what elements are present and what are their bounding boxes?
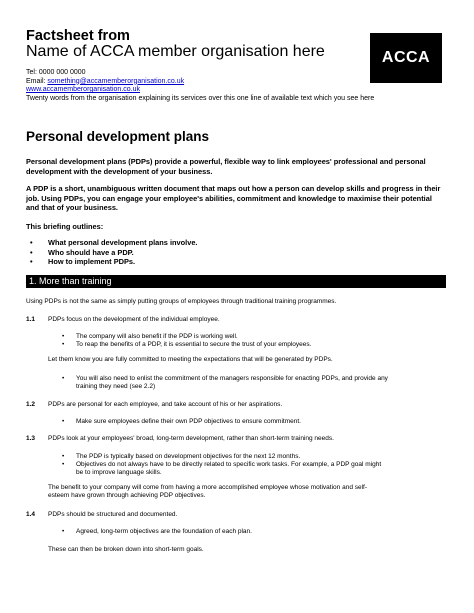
bullet-icon: •	[62, 461, 65, 469]
bullet-icon: •	[62, 528, 65, 535]
list-item: • Agreed, long-term objectives are the foundation of each plan.	[62, 528, 252, 535]
list-item-continuation: training they need (see 2.2)	[76, 383, 156, 391]
section-lead: Using PDPs is not the same as simply putting groups of employees through traditional training programmes.	[26, 298, 337, 305]
bullet-icon: •	[30, 247, 33, 257]
paragraph-number: 1.1	[26, 316, 36, 323]
contact-block	[26, 69, 374, 103]
list-item: • What personal development plans involve.	[26, 238, 198, 248]
list-item: • The PDP is typically based on development objectives for the next 12 months.	[62, 453, 301, 460]
sub-bullets	[62, 528, 452, 536]
bullet-icon: •	[30, 257, 33, 267]
factsheet-title: Factsheet from	[26, 28, 130, 44]
outlines-label: This briefing outlines:	[26, 222, 104, 231]
email-line	[26, 78, 374, 87]
bullet-icon: •	[62, 333, 65, 340]
list-item: • To reap the benefits of a PDP, it is essential to secure the trust of your employees.	[62, 341, 312, 349]
organisation-name: Name of ACCA member organisation here	[26, 43, 325, 60]
sub-bullets	[62, 453, 452, 478]
bullet-icon: •	[62, 453, 65, 460]
intro-paragraph-2: A PDP is a short, unambiguous written document that maps out how a person can develop skills and progress in their job. Using PDPs, you can engage your employee's abilities, commitment and knowledge to maximise their potential and that of your business.	[26, 184, 441, 213]
list-item: • The company will also benefit if the PDP is working well.	[62, 333, 238, 340]
list-item: • You will also need to enlist the commitment of the managers responsible for enacting PDPs, and provide any	[62, 375, 388, 382]
paragraph-text: PDPs look at your employees' broad, long-term development, rather than short-term training needs.	[48, 435, 334, 442]
tel-line: Tel: 0000 000 0000	[26, 69, 86, 76]
paragraph-note: These can then be broken down into short-term goals.	[48, 546, 204, 553]
paragraph-note: The benefit to your company will come from having a more accomplished employee whose motivation and self- esteem have grown through achieving PDP objectives.	[48, 484, 368, 500]
sub-bullets	[62, 333, 452, 349]
bullet-icon: •	[62, 375, 65, 382]
paragraph-text: PDPs focus on the development of the individual employee.	[48, 316, 220, 323]
website-line	[26, 86, 374, 95]
paragraph-number: 1.4	[26, 511, 36, 518]
paragraph-number: 1.2	[26, 401, 36, 408]
sub-bullets	[62, 375, 452, 391]
paragraph-text: PDPs should be structured and documented.	[48, 511, 178, 518]
list-item-continuation: be to improve language skills.	[76, 469, 162, 477]
paragraph-text: PDPs are personal for each employee, and take account of his or her aspirations.	[48, 401, 283, 408]
website-link[interactable]: www.accamemberorganisation.co.uk	[26, 86, 140, 94]
list-item: • Objectives do not always have to be directly related to specific work tasks. For example, a PDP goal might	[62, 461, 382, 469]
acca-logo	[370, 33, 442, 83]
section-title: Personal development plans	[26, 129, 210, 144]
email-label: Email:	[26, 77, 48, 85]
tagline: Twenty words from the organisation explaining its services over this one line of available text which you see here	[26, 94, 375, 102]
list-item: • Who should have a PDP.	[26, 248, 198, 258]
logo-text: ACCA	[381, 49, 431, 66]
outline-bullets	[26, 238, 198, 267]
section-heading-bar: 1. More than training	[26, 275, 446, 288]
list-item: • How to implement PDPs.	[26, 257, 198, 267]
intro-paragraph-1: Personal development plans (PDPs) provide a powerful, flexible way to link employees' professional and personal development with the development of your business.	[26, 157, 426, 176]
sub-bullets	[62, 418, 452, 426]
paragraph-number: 1.3	[26, 435, 36, 442]
email-link[interactable]: something@accamemberorganisation.co.uk	[47, 77, 185, 85]
list-item: • Make sure employees define their own PDP objectives to ensure commitment.	[62, 418, 301, 425]
bullet-icon: •	[62, 341, 65, 349]
paragraph-note: Let them know you are fully committed to meeting the expectations that will be generated by PDPs.	[48, 356, 333, 363]
bullet-icon: •	[62, 418, 65, 425]
bullet-icon: •	[30, 238, 33, 247]
